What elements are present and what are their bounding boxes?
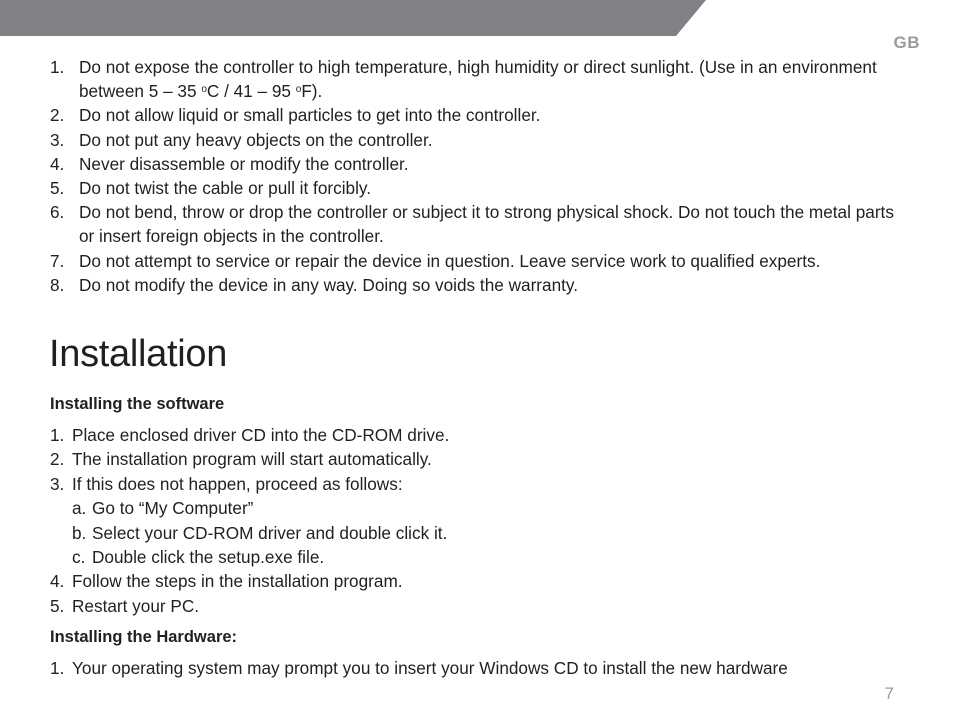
list-item <box>50 447 910 471</box>
list-item <box>50 496 910 520</box>
list-item-text: Restart your PC. <box>72 595 200 616</box>
list-item-text: Do not put any heavy objects on the controller. <box>79 129 433 150</box>
list-item-number: 6. <box>50 202 65 223</box>
hardware-heading: Installing the Hardware: <box>50 628 238 646</box>
list-item <box>50 545 910 569</box>
list-item-letter: b. <box>72 522 87 543</box>
language-code: GB <box>893 33 920 52</box>
list-item-letter: a. <box>72 498 87 519</box>
list-item-number: 4. <box>50 571 65 592</box>
page-number: 7 <box>884 684 894 703</box>
list-item <box>50 55 900 103</box>
list-item-number: 4. <box>50 153 65 174</box>
list-item <box>50 472 910 496</box>
list-item-text: Never disassemble or modify the controller. <box>79 153 409 174</box>
list-item <box>50 273 900 297</box>
list-item-text: Do not twist the cable or pull it forcibly. <box>79 178 371 199</box>
degree-sign: o <box>201 84 207 96</box>
list-item-text: The installation program will start automatically. <box>72 449 432 470</box>
list-item <box>50 128 900 152</box>
list-item <box>50 569 910 593</box>
list-item-text: Do not allow liquid or small particles to get into the controller. <box>79 105 541 126</box>
list-item <box>50 521 910 545</box>
list-item-number: 7. <box>50 250 65 271</box>
list-item-number: 3. <box>50 129 65 150</box>
list-item-text: Do not bend, throw or drop the controller or subject it to strong physical shock. Do not touch the metal parts or insert foreign objects in the controller. <box>79 202 894 247</box>
list-item-number: 5. <box>50 595 65 616</box>
software-steps-list <box>50 423 910 618</box>
list-item-text: If this does not happen, proceed as follows: <box>72 473 403 494</box>
list-item-text: Select your CD-ROM driver and double click it. <box>92 522 448 543</box>
list-item <box>50 152 900 176</box>
list-item <box>50 249 900 273</box>
list-item-text: Your operating system may prompt you to insert your Windows CD to install the new hardware <box>72 658 788 678</box>
list-item-text: Do not attempt to service or repair the device in question. Leave service work to qualified experts. <box>79 250 821 271</box>
list-item <box>50 176 900 200</box>
hardware-steps-list <box>50 656 910 680</box>
list-item-number: 3. <box>50 473 65 494</box>
list-item-text: Double click the setup.exe file. <box>92 547 325 568</box>
list-item-number: 8. <box>50 274 65 295</box>
list-item <box>50 423 910 447</box>
list-item-text: Place enclosed driver CD into the CD-ROM drive. <box>72 425 450 445</box>
list-item-letter: c. <box>72 547 86 568</box>
list-item-text: Do not expose the controller to high temperature, high humidity or direct sunlight. (Use in an environment between 5 – 35 $^o$C / 41 – 95 $^o$F). <box>79 57 877 102</box>
list-item-number: 1. <box>50 658 65 678</box>
list-item-number: 1. <box>50 425 65 445</box>
list-item-text: Follow the steps in the installation program. <box>72 571 403 592</box>
list-item <box>50 200 900 248</box>
degree-sign: o <box>295 84 302 96</box>
list-item-number: 2. <box>50 105 65 126</box>
list-item-number: 5. <box>50 178 65 199</box>
list-item-text: Do not modify the device in any way. Doing so voids the warranty. <box>79 274 578 295</box>
list-item <box>50 656 910 680</box>
list-item <box>50 594 910 618</box>
list-item <box>50 103 900 127</box>
software-heading: Installing the software <box>50 395 225 413</box>
list-item-number: 1. <box>50 57 65 77</box>
precautions-list <box>50 55 900 297</box>
section-title: Installation <box>49 333 228 375</box>
header-bar <box>0 0 954 36</box>
list-item-text: Go to “My Computer” <box>92 498 254 519</box>
list-item-number: 2. <box>50 449 65 470</box>
